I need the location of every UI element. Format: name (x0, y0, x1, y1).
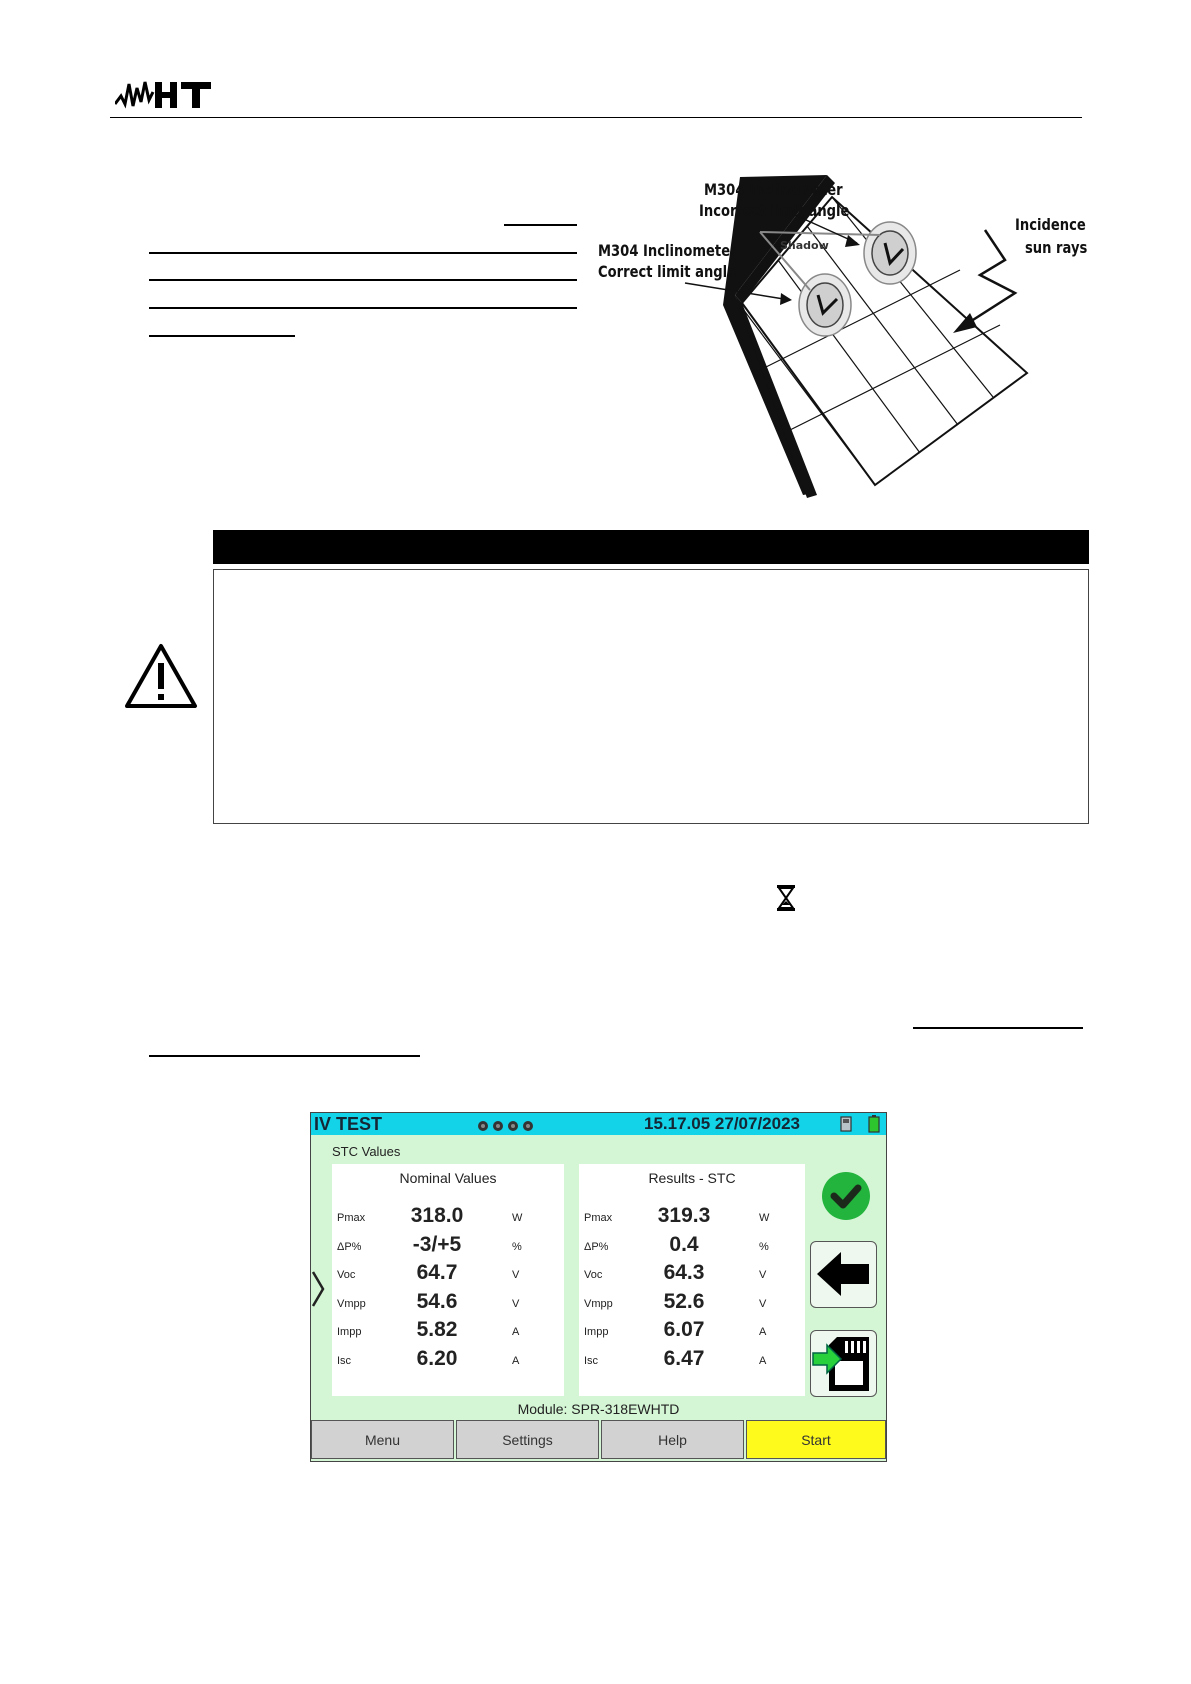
nominal-values-panel (332, 1164, 564, 1396)
back-button[interactable] (810, 1241, 877, 1308)
row-value: 64.3 (663, 1261, 705, 1284)
stc-values-label: STC Values (332, 1144, 401, 1159)
help-button[interactable]: Help (601, 1420, 744, 1459)
underline-4 (149, 307, 577, 309)
arrow-left-icon (811, 1242, 875, 1306)
device-title: IV TEST (314, 1114, 383, 1134)
row-unit: % (512, 1240, 522, 1253)
row-label: Voc (584, 1269, 603, 1281)
underline-5 (149, 335, 295, 337)
row-value: 64.7 (416, 1261, 458, 1284)
row-label: ΔP% (584, 1240, 609, 1253)
row-unit: A (759, 1326, 767, 1338)
warning-header-bar (213, 530, 1089, 564)
save-sd-card-icon (811, 1331, 875, 1395)
start-button[interactable]: Start (746, 1420, 886, 1459)
row-unit: % (759, 1240, 769, 1253)
row-label: Voc (337, 1269, 356, 1281)
warning-box (213, 569, 1089, 824)
device-time: 15.17.05 (644, 1114, 711, 1133)
row-label: Pmax (584, 1212, 613, 1224)
row-label: Isc (584, 1354, 599, 1367)
ok-check-icon (821, 1171, 871, 1221)
underline-2 (149, 252, 577, 254)
row-value: -3/+5 (412, 1232, 462, 1256)
save-to-memory-button[interactable] (810, 1330, 877, 1397)
row-unit: W (512, 1212, 523, 1224)
row-value: 5.82 (416, 1318, 458, 1341)
row-value: 6.20 (416, 1346, 458, 1370)
row-value: 6.07 (663, 1318, 705, 1341)
results-stc-title: Results - STC (648, 1170, 736, 1186)
nominal-values-title: Nominal Values (399, 1170, 497, 1186)
row-label: Impp (584, 1326, 609, 1338)
device-date: 27/07/2023 (714, 1114, 801, 1133)
row-label: ΔP% (337, 1240, 362, 1253)
row-value: 0.4 (669, 1232, 699, 1256)
row-unit: W (759, 1212, 770, 1224)
label-incorrect-line1: M304 Inclinometer (704, 180, 843, 199)
row-unit: V (512, 1269, 520, 1281)
results-stc-panel (579, 1164, 805, 1396)
warning-triangle-icon (124, 643, 198, 709)
row-value: 54.6 (416, 1289, 458, 1313)
underline-7 (149, 1055, 420, 1057)
label-incidence-line2: sun rays (1025, 238, 1088, 257)
chevron-right-icon[interactable] (311, 1270, 325, 1308)
memory-card-icon (840, 1116, 852, 1132)
underline-1 (504, 224, 577, 226)
module-name: Module: SPR-318EWHTD (517, 1401, 680, 1417)
header-rule (110, 117, 1082, 118)
row-label: Impp (337, 1326, 362, 1338)
label-correct-line1: M304 Inclinometer (598, 241, 737, 260)
probe-connectors-icon (476, 1116, 536, 1132)
settings-button[interactable]: Settings (456, 1420, 599, 1459)
battery-icon (868, 1115, 880, 1133)
underline-3 (149, 279, 577, 281)
row-value: 318.0 (410, 1204, 464, 1227)
row-label: Isc (337, 1354, 352, 1367)
device-screen (310, 1112, 887, 1462)
label-incorrect-line2: Incorrect limit angle (699, 201, 850, 220)
row-unit: V (512, 1297, 520, 1310)
underline-6 (913, 1027, 1083, 1029)
label-shadow: Shadow (780, 239, 829, 252)
row-label: Vmpp (584, 1297, 613, 1310)
row-value: 319.3 (657, 1204, 711, 1227)
menu-button[interactable]: Menu (311, 1420, 454, 1459)
row-unit: A (512, 1326, 520, 1338)
row-label: Vmpp (337, 1297, 366, 1310)
row-unit: V (759, 1269, 767, 1281)
row-unit: V (759, 1297, 767, 1310)
row-label: Pmax (337, 1212, 366, 1224)
row-unit: A (759, 1354, 767, 1367)
label-correct-line2: Correct limit angle (598, 262, 737, 281)
label-incidence-line1: Incidence (1015, 215, 1086, 234)
device-clock (644, 1113, 800, 1135)
row-value: 6.47 (663, 1346, 705, 1370)
ht-logo (115, 78, 217, 112)
row-unit: A (512, 1354, 520, 1367)
row-value: 52.6 (663, 1289, 705, 1313)
inclinometer-figure (585, 175, 1095, 505)
hourglass-icon (775, 884, 797, 912)
